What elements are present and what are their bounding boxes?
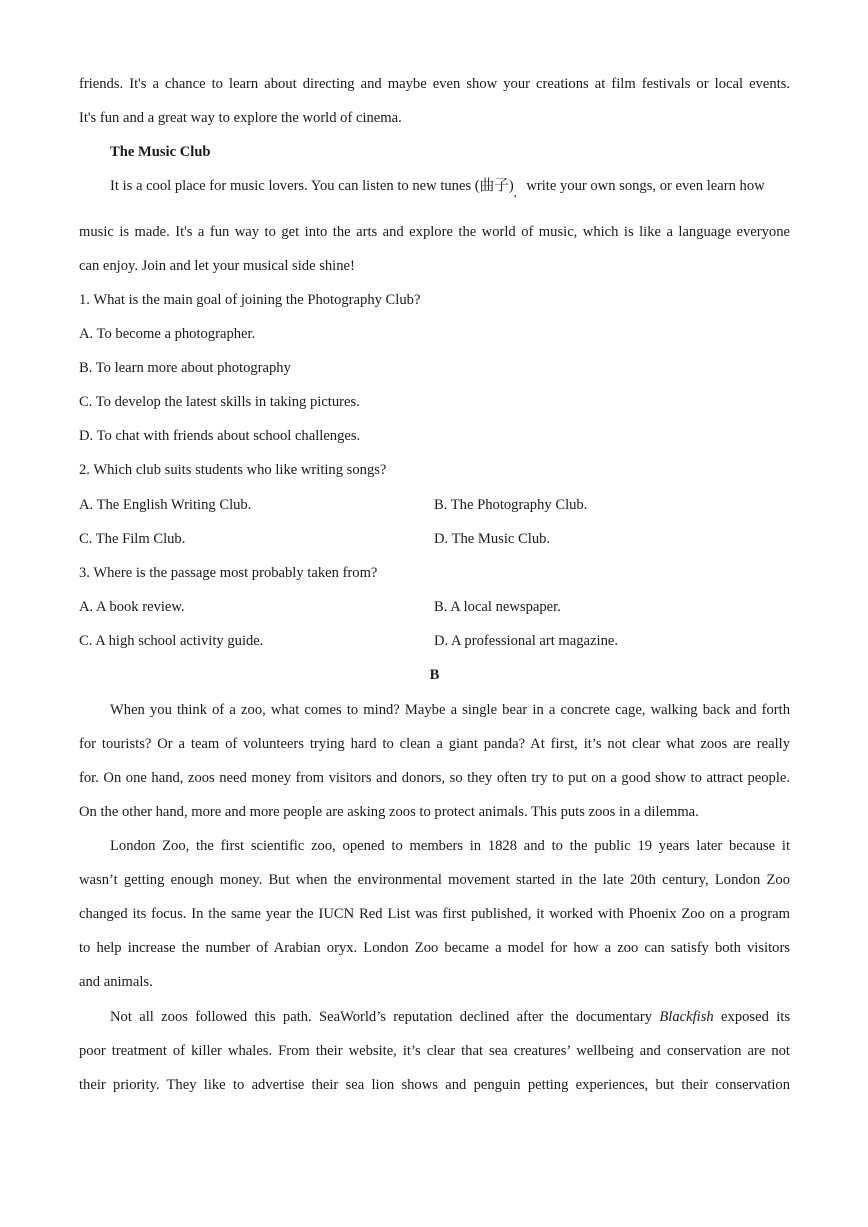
answer-option: C. A high school activity guide. bbox=[79, 633, 264, 649]
paragraph-line bbox=[110, 1007, 790, 1027]
paragraph-line: to help increase the number of Arabian oryx. London Zoo became a model for how a zoo can satisfy both visitors bbox=[79, 940, 790, 956]
answer-option: B. To learn more about photography bbox=[79, 360, 291, 376]
answer-option: D. The Music Club. bbox=[434, 531, 551, 547]
paragraph-line: for. On one hand, zoos need money from visitors and donors, so they often try to put on a good show to attract people. bbox=[79, 770, 790, 786]
italic-title: Blackfish bbox=[659, 1009, 714, 1025]
paragraph-line: poor treatment of killer whales. From their website, it’s clear that sea creatures’ wellbeing and conservation are not bbox=[79, 1043, 790, 1059]
text-run: It is a cool place for music lovers. You can listen to new tunes (曲子) bbox=[110, 178, 514, 194]
option-row bbox=[79, 631, 790, 651]
paragraph-line: wasn’t getting enough money. But when the environmental movement started in the late 20th century, London Zoo bbox=[79, 872, 790, 888]
text-run: write your own songs, or even learn how bbox=[526, 178, 765, 194]
answer-option: D. To chat with friends about school challenges. bbox=[79, 428, 361, 444]
paragraph-line: When you think of a zoo, what comes to mind? Maybe a single bear in a concrete cage, walking back and forth bbox=[110, 702, 790, 718]
section-heading: The Music Club bbox=[110, 144, 211, 160]
answer-option: B. The Photography Club. bbox=[434, 497, 588, 513]
answer-option: A. To become a photographer. bbox=[79, 326, 256, 342]
paragraph-line: changed its focus. In the same year the IUCN Red List was first published, it worked with Phoenix Zoo on a program bbox=[79, 906, 790, 922]
text-run: exposed its bbox=[721, 1009, 791, 1025]
paragraph-line: It's fun and a great way to explore the world of cinema. bbox=[79, 110, 402, 126]
paragraph-line: can enjoy. Join and let your musical side shine! bbox=[79, 258, 355, 274]
answer-option: A. The English Writing Club. bbox=[79, 497, 252, 513]
option-row bbox=[79, 529, 790, 549]
answer-option: C. The Film Club. bbox=[79, 531, 186, 547]
paragraph-line: On the other hand, more and more people are asking zoos to protect animals. This puts zoos in a dilemma. bbox=[79, 804, 699, 820]
answer-option: C. To develop the latest skills in taking pictures. bbox=[79, 394, 360, 410]
answer-option: A. A book review. bbox=[79, 599, 185, 615]
option-row bbox=[79, 597, 790, 617]
passage-title: B bbox=[429, 667, 440, 683]
text-run: Not all zoos followed this path. SeaWorld’s reputation declined after the documentary bbox=[110, 1009, 653, 1025]
paragraph-line: London Zoo, the first scientific zoo, opened to members in 1828 and to the public 19 years later because it bbox=[110, 838, 790, 854]
answer-option: B. A local newspaper. bbox=[434, 599, 561, 615]
paragraph-line: their priority. They like to advertise their sea lion shows and penguin petting experiences, but their conservation bbox=[79, 1077, 790, 1093]
paragraph-line: and animals. bbox=[79, 974, 153, 990]
answer-option: D. A professional art magazine. bbox=[434, 633, 618, 649]
paragraph-line: friends. It's a chance to learn about directing and maybe even show your creations at film festivals or local events. bbox=[79, 76, 790, 92]
text-run: , bbox=[513, 185, 517, 199]
paragraph-line: for tourists? Or a team of volunteers trying hard to clean a giant panda? At first, it’s not clear what zoos are really bbox=[79, 736, 790, 752]
question-stem: 2. Which club suits students who like writing songs? bbox=[79, 462, 387, 478]
option-row bbox=[79, 495, 790, 515]
question-stem: 1. What is the main goal of joining the Photography Club? bbox=[79, 292, 421, 308]
paragraph-line: music is made. It's a fun way to get into the arts and explore the world of music, which is like a language everyone bbox=[79, 224, 790, 240]
paragraph-line bbox=[110, 176, 790, 202]
question-stem: 3. Where is the passage most probably taken from? bbox=[79, 565, 378, 581]
